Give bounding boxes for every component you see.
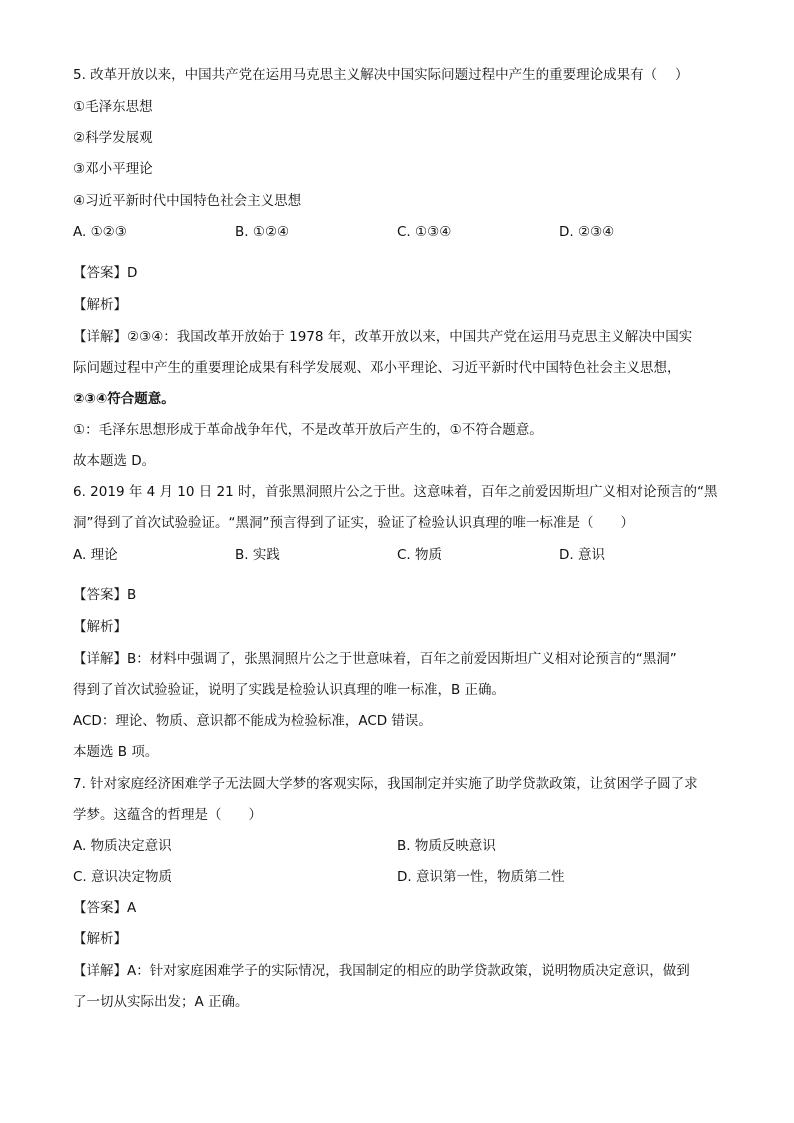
q7-detail-2: 了一切从实际出发；A 正确。 <box>73 994 249 1010</box>
q5-option-c: C. ①③④ <box>397 224 452 240</box>
q5-options <box>73 223 723 241</box>
q6-answer: 【答案】B <box>73 587 137 603</box>
q5-detail-3: ②③④符合题意。 <box>73 391 175 407</box>
q5-option-b: B. ①②④ <box>235 224 290 240</box>
q5-analysis-label: 【解析】 <box>73 297 127 313</box>
q5-stem: 5. 改革开放以来，中国共产党在运用马克思主义解决中国实际问题过程中产生的重要理论成果有（ ） <box>73 67 689 83</box>
q6-stem-2: 洞”得到了首次试验验证。“黑洞”预言得到了证实，验证了检验认识真理的唯一标准是（ ） <box>73 515 634 531</box>
q5-item-2: ②科学发展观 <box>73 130 153 146</box>
q7-stem-1: 7. 针对家庭经济困难学子无法圆大学梦的客观实际，我国制定并实施了助学贷款政策，让贫困学子圆了求 <box>73 776 698 792</box>
q7-stem-2: 学梦。这蕴含的哲理是（ ） <box>73 807 262 823</box>
q5-answer: 【答案】D <box>73 265 138 281</box>
q5-detail-4: ①：毛泽东思想形成于革命战争年代，不是改革开放后产生的，①不符合题意。 <box>73 422 543 438</box>
q6-stem-1: 6. 2019 年 4 月 10 日 21 时，首张黑洞照片公之于世。这意味着，百年之前爱因斯坦广义相对论预言的“黑 <box>73 484 718 500</box>
q5-option-a: A. ①②③ <box>73 224 127 240</box>
q6-detail-4: 本题选 B 项。 <box>73 744 159 760</box>
q6-analysis-label: 【解析】 <box>73 619 127 635</box>
q5-detail-5: 故本题选 D。 <box>73 453 156 469</box>
q6-options <box>73 546 723 564</box>
q7-options-row-2 <box>73 868 723 886</box>
q5-detail-1: 【详解】②③④：我国改革开放始于 1978 年，改革开放以来，中国共产党在运用马克思主义解决中国实 <box>73 329 693 345</box>
q6-option-d: D. 意识 <box>559 547 605 563</box>
q5-item-1: ①毛泽东思想 <box>73 99 153 115</box>
q7-option-c: C. 意识决定物质 <box>73 869 173 885</box>
q7-options-row-1 <box>73 837 723 855</box>
q7-detail-1: 【详解】A：针对家庭困难学子的实际情况，我国制定的相应的助学贷款政策，说明物质决定意识，做到 <box>73 963 690 979</box>
q7-analysis-label: 【解析】 <box>73 931 127 947</box>
q6-option-a: A. 理论 <box>73 547 118 563</box>
q5-item-4: ④习近平新时代中国特色社会主义思想 <box>73 193 302 209</box>
q6-option-c: C. 物质 <box>397 547 443 563</box>
q5-detail-2: 际问题过程中产生的重要理论成果有科学发展观、邓小平理论、习近平新时代中国特色社会主义思想， <box>73 360 681 376</box>
q6-detail-2: 得到了首次试验验证，说明了实践是检验认识真理的唯一标准，B 正确。 <box>73 682 506 698</box>
q6-detail-1: 【详解】B：材料中强调了，张黑洞照片公之于世意味着，百年之前爱因斯坦广义相对论预言的“黑洞” <box>73 651 677 667</box>
q7-option-a: A. 物质决定意识 <box>73 838 172 854</box>
q7-option-b: B. 物质反映意识 <box>397 838 496 854</box>
q5-option-d: D. ②③④ <box>559 224 615 240</box>
q7-answer: 【答案】A <box>73 900 137 916</box>
q5-item-3: ③邓小平理论 <box>73 161 153 177</box>
q7-option-d: D. 意识第一性，物质第二性 <box>397 869 565 885</box>
q6-detail-3: ACD：理论、物质、意识都不能成为检验标准，ACD 错误。 <box>73 713 432 729</box>
q6-option-b: B. 实践 <box>235 547 280 563</box>
